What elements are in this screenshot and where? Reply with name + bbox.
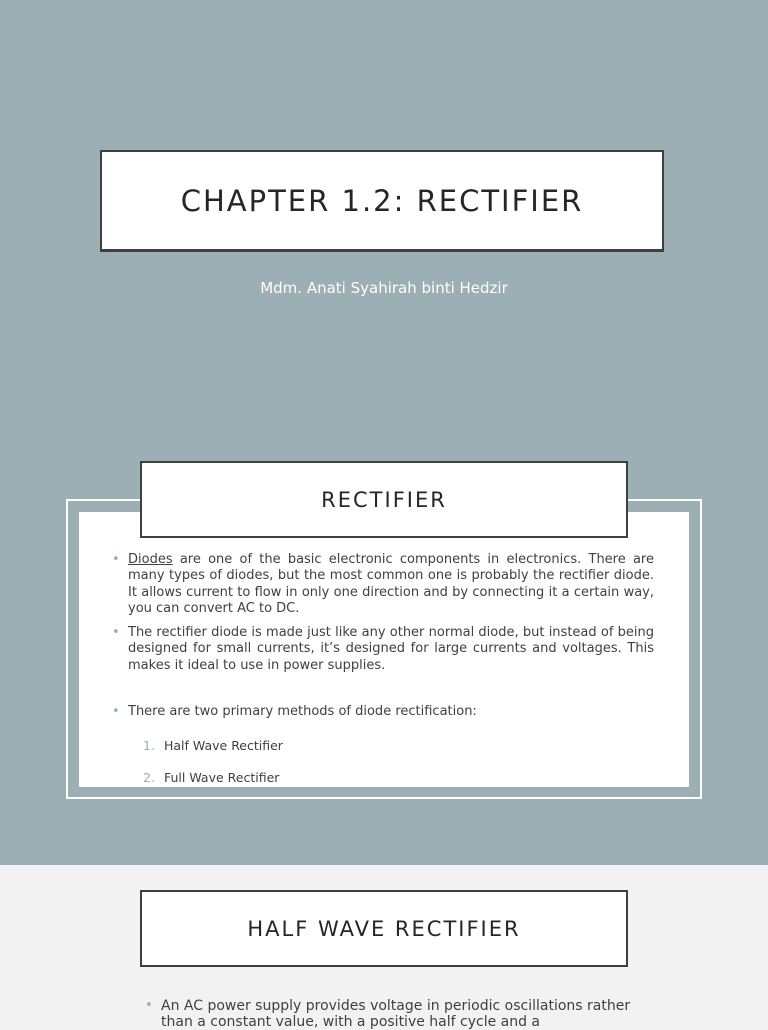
bullet-list bbox=[112, 552, 654, 720]
bullet-text: are one of the basic electronic components in electronics. There are many types of diodes, but the most common one is probably the rectifier diode. It allows current to flow in only one direction and by connecting it a certain way, you can convert AC to DC. bbox=[128, 552, 654, 616]
list-item bbox=[112, 625, 654, 674]
bullet-text: There are two primary methods of diode rectification: bbox=[128, 704, 477, 720]
list-item bbox=[140, 770, 283, 802]
title-box bbox=[100, 150, 664, 252]
section-heading-box bbox=[140, 890, 628, 967]
slide-subtitle-author: Mdm. Anati Syahirah binti Hedzir bbox=[260, 279, 508, 297]
section-heading: HALF WAVE RECTIFIER bbox=[247, 916, 521, 941]
bullet-text: The rectifier diode is made just like any other normal diode, but instead of being designed for small currents, it’s designed for large currents and voltages. This makes it ideal to use in power supplies. bbox=[128, 625, 654, 673]
list-item bbox=[112, 552, 654, 617]
list-item bbox=[112, 704, 654, 720]
bullet-icon: • bbox=[112, 625, 120, 641]
list-number: 2. bbox=[143, 770, 155, 785]
section-heading-box bbox=[140, 461, 628, 538]
bullet-icon: • bbox=[145, 998, 153, 1013]
method-label: Half Wave Rectifier bbox=[164, 738, 283, 753]
list-item bbox=[145, 998, 641, 1030]
list-item bbox=[140, 738, 283, 770]
diodes-link[interactable]: Diodes bbox=[128, 552, 173, 567]
methods-list bbox=[140, 738, 283, 802]
section-heading: RECTIFIER bbox=[321, 487, 447, 512]
bullet-text: An AC power supply provides voltage in periodic oscillations rather than a constant value, with a positive half cycle and a bbox=[161, 998, 631, 1030]
list-number: 1. bbox=[143, 738, 155, 753]
bullet-icon: • bbox=[112, 552, 120, 567]
slide-title: CHAPTER 1.2: RECTIFIER bbox=[180, 183, 584, 218]
method-label: Full Wave Rectifier bbox=[164, 770, 280, 785]
bullet-icon: • bbox=[112, 704, 120, 720]
